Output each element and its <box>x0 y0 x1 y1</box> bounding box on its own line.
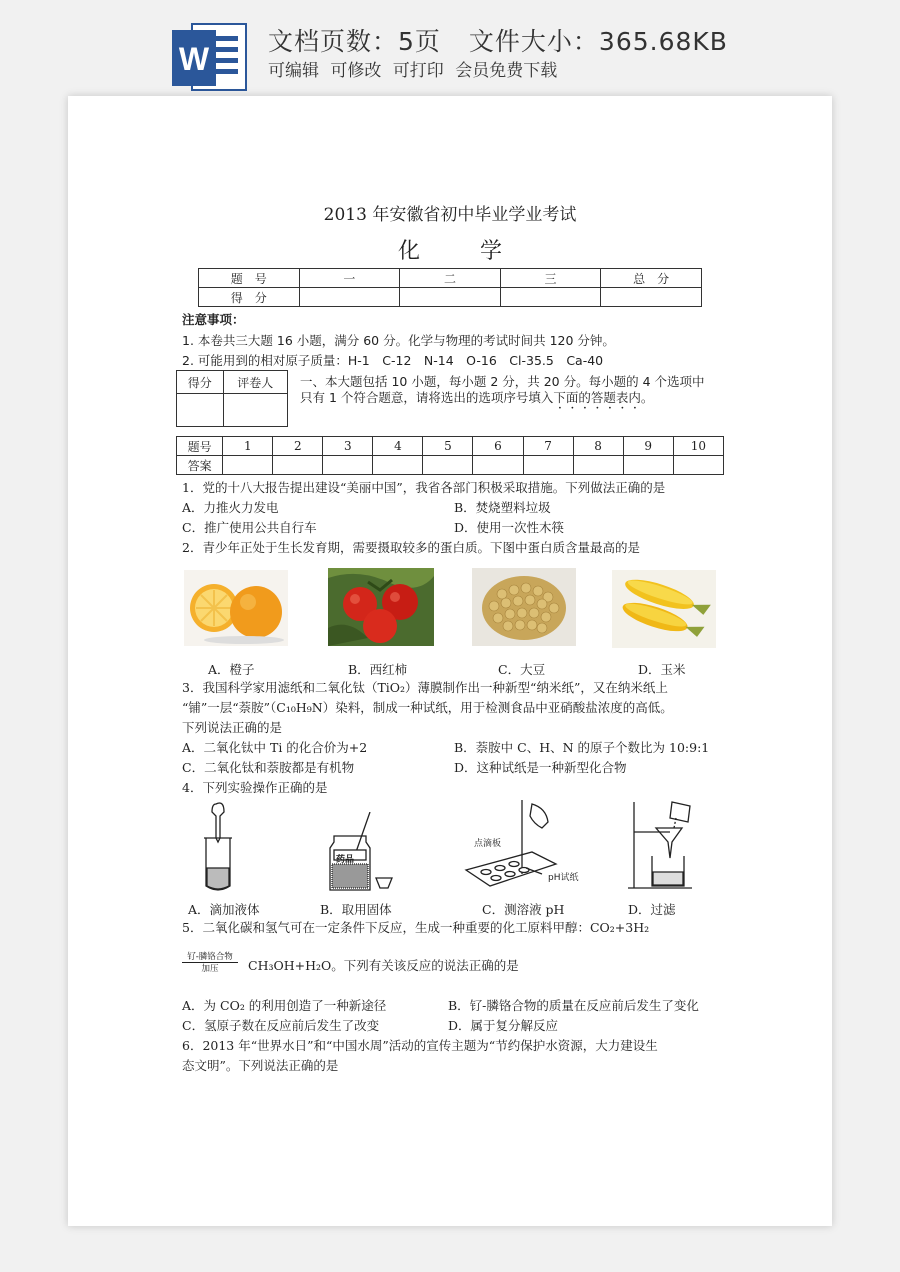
q2-option-d: D．玉米 <box>638 662 686 677</box>
q3-option-a: A．二氧化钛中 Ti 的化合价为+2 <box>182 740 368 755</box>
score-table-cell: 题 号 <box>199 269 300 288</box>
q5-option-a: A．为 CO₂ 的利用创造了一种新途径 <box>182 998 387 1013</box>
answer-number: 5 <box>423 437 473 456</box>
q1-option-d: D．使用一次性木筷 <box>454 520 565 535</box>
q1-stem: 1．党的十八大报告提出建设“美丽中国”，我省各部门积极采取措施。下列做法正确的是 <box>182 480 666 495</box>
grader-name-label: 评卷人 <box>223 371 287 394</box>
dropper-diagram <box>198 802 238 894</box>
filtration-diagram <box>626 798 700 894</box>
spot-plate-label: 点滴板 <box>474 839 502 849</box>
grader-score-cell <box>177 394 224 427</box>
q3-option-d: D．这种试纸是一种新型化合物 <box>454 760 627 775</box>
grader-score-label: 得分 <box>177 371 224 394</box>
q3-option-c: C．二氧化钛和萘胺都是有机物 <box>182 760 355 775</box>
score-table-cell <box>400 288 501 307</box>
answer-cell <box>623 456 673 475</box>
q2-option-a: A．橙子 <box>208 662 255 677</box>
reagent-label: 药品 <box>336 855 355 865</box>
score-table-cell <box>500 288 601 307</box>
word-document-icon <box>170 22 250 94</box>
ph-paper-label: pH试纸 <box>548 873 579 883</box>
page-count: 文档页数：5页 <box>268 27 441 56</box>
q2-option-c: C．大豆 <box>498 662 546 677</box>
score-table-cell: 得 分 <box>199 288 300 307</box>
answer-number: 3 <box>323 437 373 456</box>
q4-option-a: A．滴加液体 <box>188 902 260 917</box>
reaction-condition-top: 钌-膦铬合物 <box>182 952 238 963</box>
q3-line-2: “铺”一层“萘胺”（C₁₀H₉N）染料，制成一种试纸，用于检测食品中亚硝酸盐浓度的高低。 <box>182 700 673 715</box>
answer-number: 10 <box>673 437 723 456</box>
q4-stem: 4．下列实验操作正确的是 <box>182 780 328 795</box>
q6-line-2: 态文明”。下列说法正确的是 <box>182 1058 339 1073</box>
document-page <box>68 96 832 1226</box>
corn-image <box>612 570 716 648</box>
q2-stem: 2．青少年正处于生长发育期，需要摄取较多的蛋白质。下图中蛋白质含量最高的是 <box>182 540 640 555</box>
download-banner <box>0 0 900 96</box>
answer-table <box>176 436 724 475</box>
score-table <box>198 268 702 307</box>
answer-number: 2 <box>273 437 323 456</box>
answer-number: 8 <box>573 437 623 456</box>
q1-option-a: A．力推火力发电 <box>182 500 279 515</box>
note-2: 2. 可能用到的相对原子质量：H-1 C-12 N-14 O-16 Cl-35.5 Ca-40 <box>182 353 604 368</box>
note-1: 1. 本卷共三大题 16 小题，满分 60 分。化学与物理的考试时间共 120 分钟。 <box>182 333 615 348</box>
section1-instructions-1: 一、本大题包括 10 小题，每小题 2 分，共 20 分。每小题的 4 个选项中 <box>300 374 705 389</box>
q5-line-1: 5．二氧化碳和氢气可在一定条件下反应，生成一种重要的化工原料甲醇：CO₂+3H₂ <box>182 920 650 935</box>
reaction-condition-bottom: 加压 <box>201 964 219 974</box>
answer-table-header: 题号 <box>177 437 223 456</box>
file-size: 文件大小：365.68KB <box>468 27 728 56</box>
notes-title: 注意事项： <box>182 312 245 327</box>
answer-cell <box>223 456 273 475</box>
q3-line-3: 下列说法正确的是 <box>182 720 283 735</box>
q5-option-d: D．属于复分解反应 <box>448 1018 559 1033</box>
answer-cell <box>473 456 523 475</box>
score-table-cell: 一 <box>299 269 400 288</box>
q1-option-b: B．焚烧塑料垃圾 <box>454 500 551 515</box>
q5-option-c: C．氢原子数在反应前后发生了改变 <box>182 1018 380 1033</box>
grader-name-cell <box>223 394 287 427</box>
answer-cell <box>523 456 573 475</box>
q4-option-d: D．过滤 <box>628 902 676 917</box>
answer-table-label: 答案 <box>177 456 223 475</box>
tomato-image <box>328 568 434 646</box>
exam-subject: 化学 <box>397 239 562 264</box>
instruction-period: 。 <box>640 390 654 405</box>
word-icon-letter: W <box>178 41 210 77</box>
soybean-image <box>472 568 576 646</box>
answer-number: 6 <box>473 437 523 456</box>
answer-cell <box>423 456 473 475</box>
instruction-emphasis: 下面的答题表内 <box>553 390 641 405</box>
score-table-cell: 三 <box>500 269 601 288</box>
score-table-cell <box>299 288 400 307</box>
answer-number: 1 <box>223 437 273 456</box>
answer-number: 7 <box>523 437 573 456</box>
score-table-cell: 总 分 <box>601 269 702 288</box>
q4-option-b: B．取用固体 <box>320 902 392 917</box>
orange-image <box>184 570 288 646</box>
q3-line-1: 3．我国科学家用滤纸和二氧化钛（TiO₂）薄膜制作出一种新型“纳米纸”，又在纳米纸上 <box>182 680 668 695</box>
instruction-text: 只有 1 个符合题意，请将选出的选项序号填入 <box>300 390 554 405</box>
answer-number: 4 <box>373 437 423 456</box>
q3-option-b: B．萘胺中 C、H、N 的原子个数比为 10:9:1 <box>454 740 710 755</box>
answer-number: 9 <box>623 437 673 456</box>
q5-line-2: CH₃OH+H₂O。下列有关该反应的说法正确的是 <box>248 958 519 973</box>
answer-cell <box>673 456 723 475</box>
q5-option-b: B．钌-膦铬合物的质量在反应前后发生了变化 <box>448 998 699 1013</box>
exam-title: 2013 年安徽省初中毕业学业考试 <box>323 205 577 225</box>
grader-box <box>176 370 288 427</box>
q4-option-c: C．测溶液 pH <box>482 902 565 917</box>
q2-option-b: B．西红柿 <box>348 662 408 677</box>
q1-option-c: C．推广使用公共自行车 <box>182 520 317 535</box>
answer-cell <box>323 456 373 475</box>
answer-cell <box>573 456 623 475</box>
feature-list: 可编辑 可修改 可打印 会员免费下载 <box>268 61 558 81</box>
answer-cell <box>373 456 423 475</box>
section1-instructions-2 <box>300 390 653 412</box>
q6-line-1: 6．2013 年“世界水日”和“中国水周”活动的宣传主题为“节约保护水资源，大力建设生 <box>182 1038 658 1053</box>
file-info <box>268 22 728 58</box>
answer-cell <box>273 456 323 475</box>
score-table-cell: 二 <box>400 269 501 288</box>
score-table-cell <box>601 288 702 307</box>
